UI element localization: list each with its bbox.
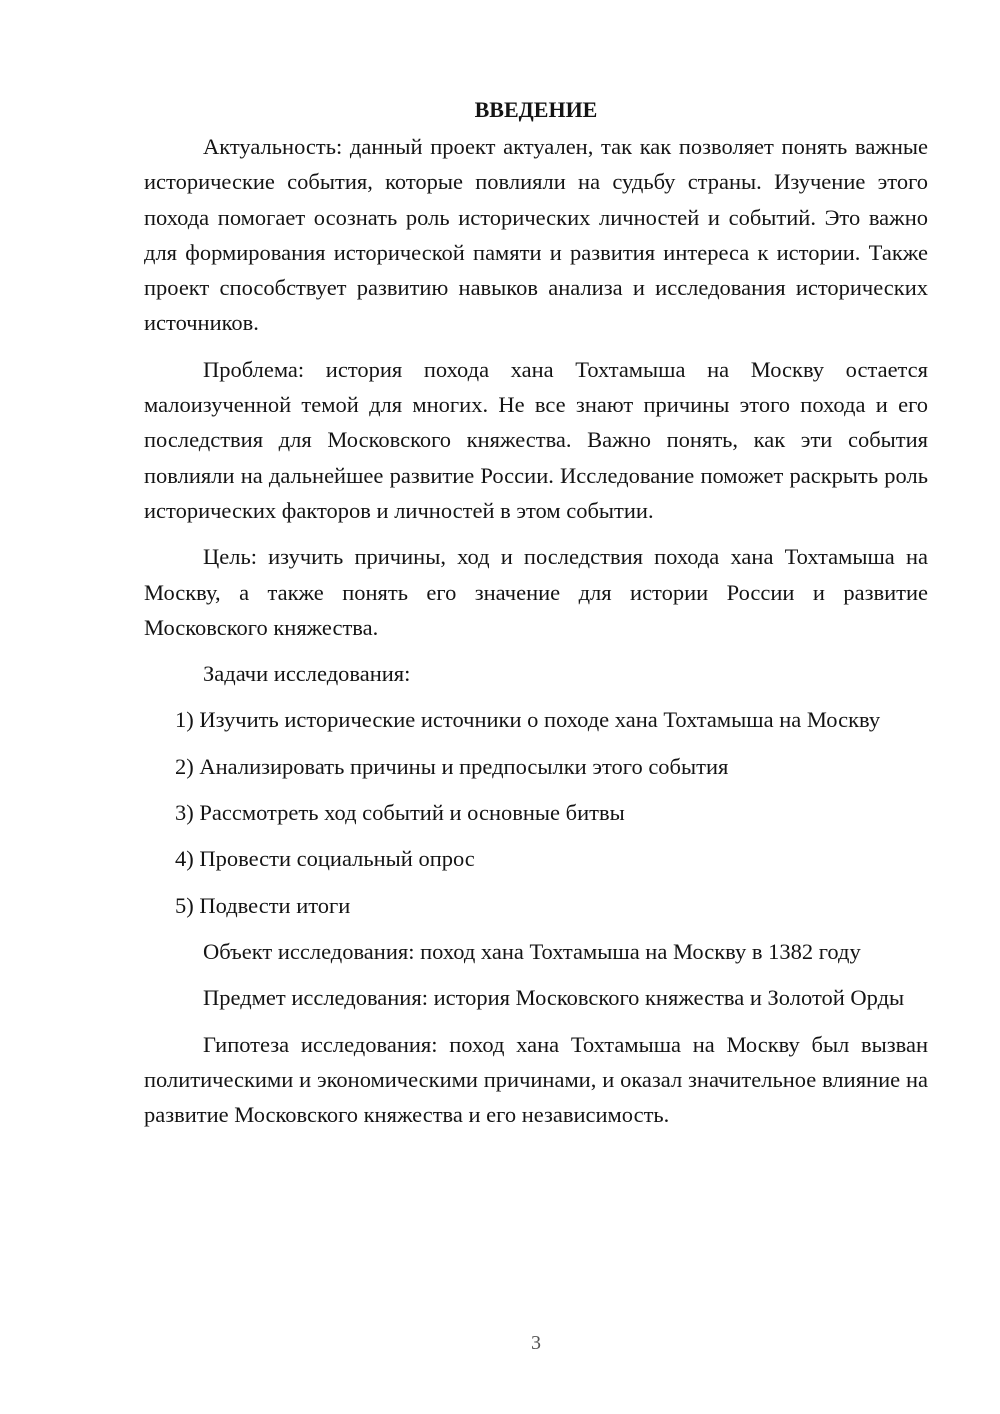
document-page	[144, 92, 928, 1143]
task-item-3: 3) Рассмотреть ход событий и основные битвы	[175, 800, 625, 826]
task-item-1: 1) Изучить исторические источники о походе хана Тохтамыша на Москву	[175, 707, 881, 733]
tasks-heading: Задачи исследования:	[203, 661, 411, 687]
task-item-4: 4) Провести социальный опрос	[175, 846, 475, 872]
relevance-paragraph: Актуальность: данный проект актуален, так как позволяет понять важные исторические события, которые повлияли на судьбу страны. Изучение этого похода помогает осознать роль исторических личностей и событий. Это важно для формирования исторической памяти и развития интереса к истории. Также проект способствует развитию навыков анализа и исследования исторических источников.	[144, 134, 928, 336]
hypothesis-paragraph: Гипотеза исследования: поход хана Тохтамыша на Москву был вызван политическими и экономическими причинами, и оказал значительное влияние на развитие Московского княжества и его независимость.	[144, 1031, 928, 1128]
page-number: 3	[531, 1332, 541, 1354]
task-item-2: 2) Анализировать причины и предпосылки этого события	[175, 753, 729, 779]
task-item-5: 5) Подвести итоги	[175, 892, 351, 918]
subject-paragraph: Предмет исследования: история Московского княжества и Золотой Орды	[203, 985, 905, 1011]
problem-paragraph: Проблема: история похода хана Тохтамыша на Москву остается малоизученной темой для многих. Не все знают причины этого похода и его последствия для Московского княжества. Важно понять, как эти события повлияли на дальнейшее развитие России. Исследование поможет раскрыть роль исторических факторов и личностей в этом событии.	[144, 356, 928, 523]
goal-paragraph: Цель: изучить причины, ход и последствия похода хана Тохтамыша на Москву, а также понять его значение для истории России и развитие Московского княжества.	[144, 544, 928, 640]
page-title: ВВЕДЕНИЕ	[474, 97, 598, 122]
object-paragraph: Объект исследования: поход хана Тохтамыша на Москву в 1382 году	[203, 938, 861, 964]
